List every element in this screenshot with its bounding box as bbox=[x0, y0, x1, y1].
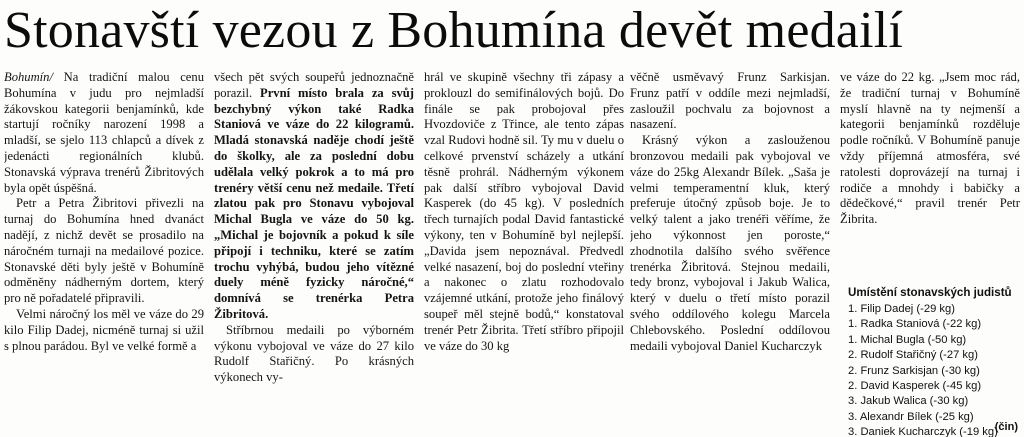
results-title: Umístění stonavských judistů bbox=[848, 286, 1012, 299]
column-2 bbox=[214, 70, 414, 437]
column-1 bbox=[4, 70, 204, 437]
results-item: 1. Radka Staniová (-22 kg) bbox=[848, 318, 982, 331]
results-list bbox=[840, 302, 1020, 437]
column-4 bbox=[630, 70, 830, 437]
headline: Stonavští vezou z Bohumína devět medailí bbox=[4, 2, 904, 59]
paragraph: Krásný výkon a zaslouženou bronzovou medaili pak vybojoval ve váze do 25kg Alexandr Bílek. „Saša je velmi temperamentní kluk, který preferuje útočný způsob boje. Je to velký talent a jako trenéři věříme, že jeho výkonnost jen poroste,“ zhodnotila dalšího svého svěřence trenérka Žibritová. Stejnou medaili, tedy bronz, vybojoval i Jakub Walica, který v duelu o třetí místo porazil svého oddílového kolegu Marcela Chlebovského. Poslední oddílovou medaili vybojoval Daniel Kucharczyk bbox=[630, 133, 830, 353]
paragraph: hrál ve skupině všechny tři zápasy a proklouzl do semifinálových bojů. Do finále se pak probojoval přes Hvozdoviče z Třince, ale tento zápas vzal Rudovi hodně sil. Ty mu v duelu o celkové prvenství scházely a utkání těsně prohrál. Nádherným výkonem pak další stříbro vybojoval David Kasperek (do 45 kg). V posledních třech turnajích podal David fantastické výkony, ten v Bohumíně byl nejlepší. „Davida jsem nepoznával. Předvedl velké nasazení, boj do poslední vteřiny a nakonec o zlatu rozhodovalo vzájemné utkání, protože jeho finálový soupeř měl stejně bodů,“ konstatoval trenér Petr Žibrita. Třetí stříbro připojil ve váze do 30 kg bbox=[424, 70, 624, 353]
results-item: 2. Frunz Sarkisjan (-30 kg) bbox=[848, 364, 980, 377]
paragraph: ve váze do 22 kg. „Jsem moc rád, že tradiční turnaj v Bohumíně myslí hlavně na ty nejmenší a kategorii benjamínků rozděluje podle ročníků. V Bohumíně panuje vždy příjemná atmosféra, své ratolesti doprovázejí na turnaj i rodiče a mnohdy i babičky a dědečkové,“ pravil trenér Petr Žibrita. bbox=[840, 70, 1020, 227]
author-credit: (čin) bbox=[994, 421, 1018, 433]
paragraph: Stříbrnou medaili po výborném výkonu vybojoval ve váze do 27 kilo Rudolf Stařičný. Po krásných výkonech vy- bbox=[214, 322, 414, 385]
column-3 bbox=[424, 70, 624, 437]
results-item: 2. David Kasperek (-45 kg) bbox=[848, 380, 982, 393]
results-box bbox=[840, 285, 1020, 437]
column-5 bbox=[840, 70, 1020, 437]
paragraph-text-bold: První místo brala za svůj bezchybný výkon také Radka Staniová ve váze do 22 kilogramů. Mladá stonavská naděje chodí ještě do školky, ale za poslední dobu udělala velký pokrok a to má pro trenéry větší cenu než medaile. Třetí zlatou pak pro Stonavu vybojoval Michal Bugla ve váze do 50 kg. „Michal je bojovník a pokud k síle připojí i techniku, které se zatím trochu vyhýbá, budou jeho vítězné duely méně fyzicky náročné,“ domnívá se trenérka Petra Žibritová. bbox=[214, 85, 414, 321]
dateline: Bohumín/ bbox=[4, 70, 53, 84]
results-item: 2. Rudolf Stařičný (-27 kg) bbox=[848, 349, 978, 362]
column-5-text bbox=[840, 70, 1020, 277]
results-item: 3. Jakub Walica (-30 kg) bbox=[848, 395, 969, 408]
results-item: 3. Daniek Kucharczyk (-19 kg) bbox=[848, 426, 998, 437]
paragraph bbox=[214, 70, 414, 323]
paragraph: Petr a Petra Žibritovi přivezli na turnaj do Bohumína hned dvanáct nadějí, z nichž devět se prosadilo na náročném turnaji na medailové pozice. Stonavské děti byly ještě v Bohumíně odměněny nádherným dortem, který pro ně pořadatelé připravili. bbox=[4, 196, 204, 306]
paragraph-text: Na tradiční malou cenu Bohumína v judu pro nejmladší žákovskou kategorii benjamínků, kde startují ročníky narození 1998 a mladší, se sjelo 113 chlapců a dívek z jedenácti regionálních klubů. Stonavská výprava trenérů Žibritových byla opět úspěšná. bbox=[4, 70, 204, 195]
paragraph bbox=[4, 70, 204, 196]
paragraph: Velmi náročný los měl ve váze do 29 kilo Filip Dadej, nicméně turnaj si užil s plnou parádou. Byl ve velké formě a bbox=[4, 306, 204, 353]
paragraph: věčně usměvavý Frunz Sarkisjan. Frunz patří v oddíle mezi nejmladší, zasloužil pochvalu za bojovnost a nasazení. bbox=[630, 70, 830, 132]
results-item: 3. Alexandr Bílek (-25 kg) bbox=[848, 410, 974, 423]
paragraph-text: všech pět svých soupeřů jednoznačně porazil. bbox=[214, 70, 414, 100]
results-item: 1. Filip Dadej (-29 kg) bbox=[848, 303, 955, 315]
results-item: 1. Michal Bugla (-50 kg) bbox=[848, 333, 967, 346]
